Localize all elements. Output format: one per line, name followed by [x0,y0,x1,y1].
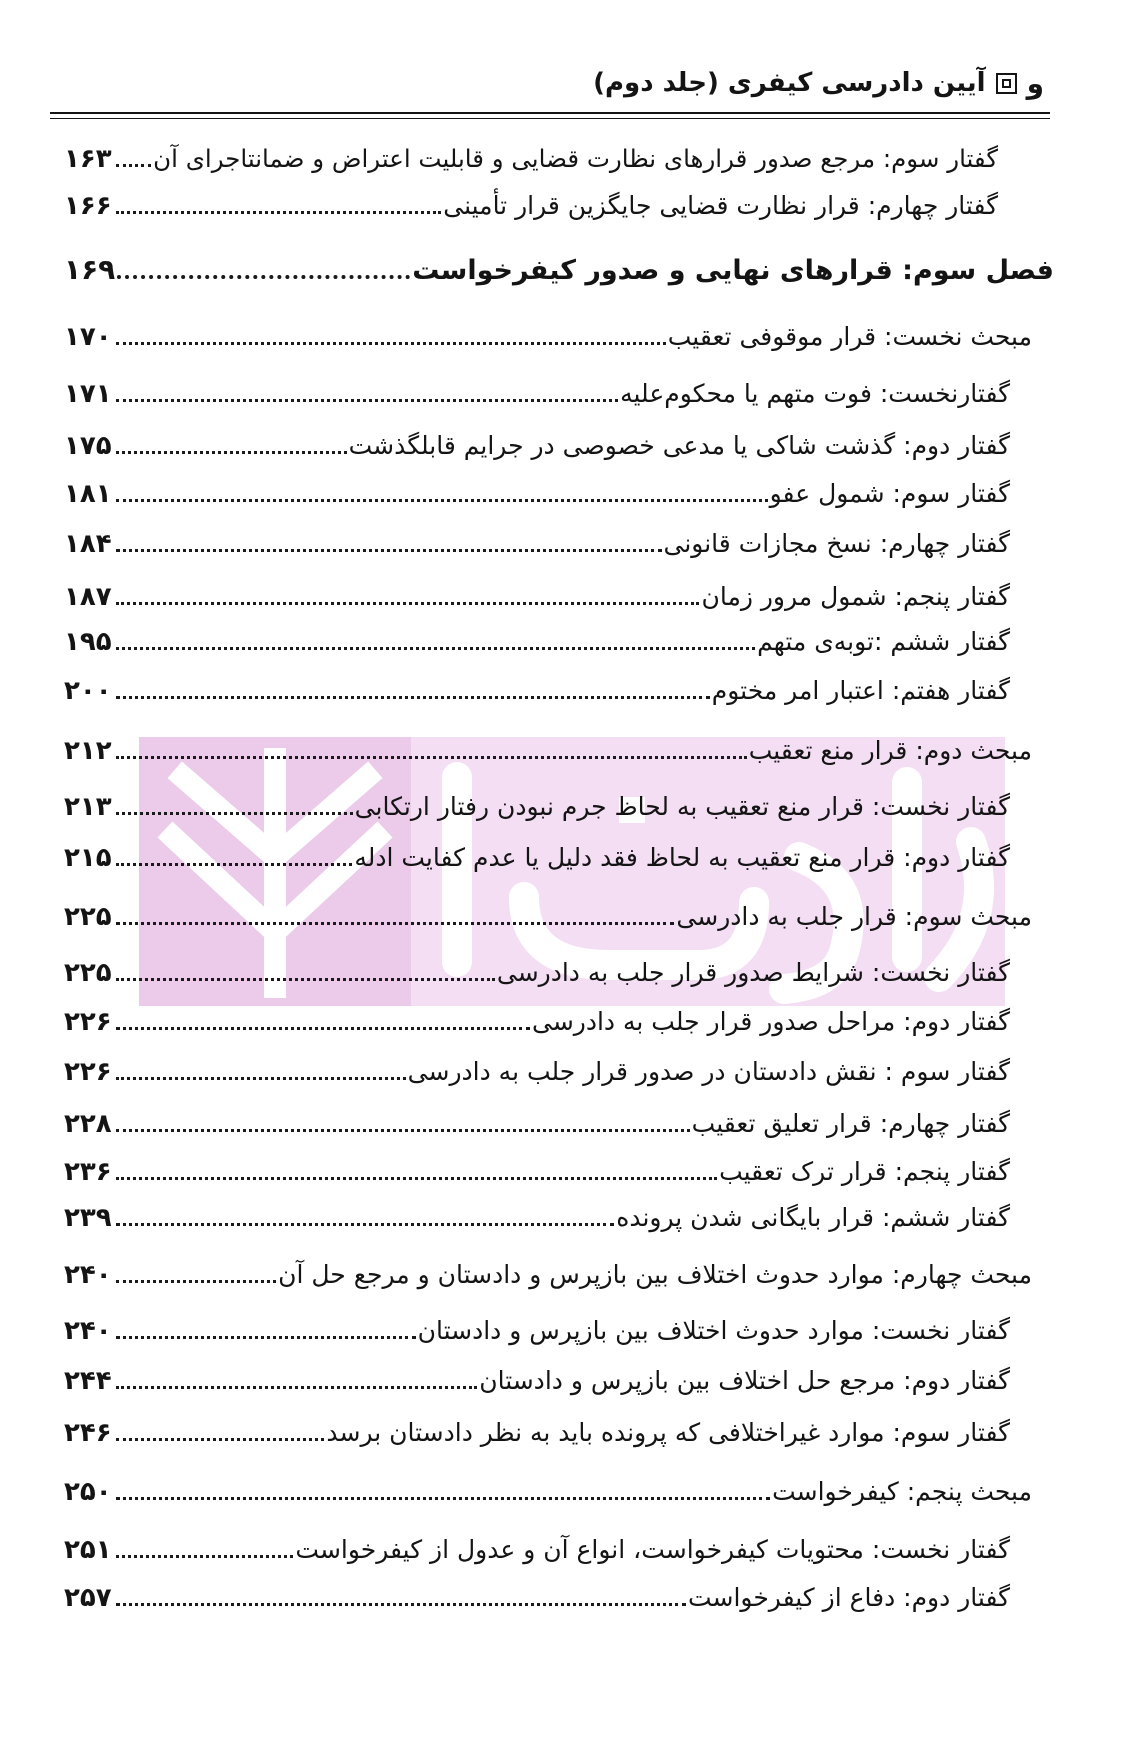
dot-leader [116,970,495,981]
entry-title: گفتار پنجم: قرار ترک تعقیب [719,1157,1010,1186]
entry-page-number: ۲۲۵ [64,958,112,988]
entry-page-number: ۱۸۷ [64,582,112,612]
entry-title: گفتار ششم :توبه‌ی متهم [757,627,1010,656]
toc-entry-subsection [64,184,998,228]
toc-entry-subsection [64,1528,1010,1572]
toc-entry-subsection [64,1050,1010,1094]
entry-page-number: ۲۲۵ [64,902,112,932]
entry-page-number: ۱۷۵ [64,431,112,461]
dot-leader [116,1489,770,1500]
toc-entry-subsection [64,424,1010,468]
entry-title: گفتار نخست: قرار منع تعقیب به لحاظ جرم نبودن رفتار ارتکابی [354,792,1010,821]
toc-entry-subsection [64,1000,1010,1044]
dot-leader [116,1378,477,1389]
dot-leader [116,804,353,815]
dot-leader [116,156,151,167]
toc-entry-section [64,1470,1032,1514]
entry-title: گفتار دوم: مرجع حل اختلاف بین بازپرس و دادستان [479,1366,1010,1395]
entry-page-number: ۲۲۸ [64,1109,112,1139]
toc-entry-subsection [64,1576,1010,1620]
dot-leader [116,1019,530,1030]
dot-leader [116,1430,324,1441]
entry-title: گفتار سوم: مرجع صدور قرارهای نظارت قضایی و قابلیت اعتراض و ضمانتاجرای آن [153,144,998,173]
entry-title: گفتار سوم: موارد غیراختلافی که پرونده باید به نظر دادستان برسد [326,1418,1010,1447]
header-rule-thick [50,112,1050,114]
entry-title: گفتار دوم: مراحل صدور قرار جلب به دادرسی [531,1007,1010,1036]
entry-page-number: ۲۴۰ [64,1316,112,1346]
entry-page-number: ۱۸۴ [64,529,112,559]
entry-title: گفتار پنجم: شمول مرور زمان [701,582,1010,611]
dot-leader [116,748,747,759]
entry-page-number: ۲۳۶ [64,1157,112,1187]
entry-page-number: ۲۴۰ [64,1260,112,1290]
toc-entry-subsection [64,1309,1010,1353]
entry-title: مبحث پنجم: کیفرخواست [772,1477,1032,1506]
entry-title: گفتار دوم: دفاع از کیفرخواست [687,1583,1010,1612]
entry-title: گفتارنخست: فوت متهم یا محکوم‌علیه [620,379,1010,408]
toc-entry-section [64,729,1032,773]
toc-entry-subsection [64,1150,1010,1194]
entry-title: گفتار سوم : نقش دادستان در صدور قرار جلب به دادرسی [407,1057,1010,1086]
dot-leader [116,1328,416,1339]
dot-leader [116,1547,293,1558]
page-label: و [1026,66,1044,100]
toc-entry-subsection [64,137,998,181]
dot-leader [116,914,674,925]
entry-page-number: ۲۲۶ [64,1057,112,1087]
dot-leader [116,1121,690,1132]
entry-page-number: ۲۱۳ [64,792,112,822]
running-header [593,62,1044,104]
entry-title: فصل سوم: قرارهای نهایی و صدور کیفرخواست [412,255,1054,286]
toc-entry-subsection [64,1196,1010,1240]
entry-page-number: ۲۵۷ [64,1583,112,1613]
entry-title: مبحث چهارم: موارد حدوث اختلاف بین بازپرس و دادستان و مرجع حل آن [278,1260,1032,1289]
toc-entry-subsection [64,836,1010,880]
header-rule-thin [50,118,1050,119]
entry-page-number: ۲۴۴ [64,1366,112,1396]
entry-title: مبحث دوم: قرار منع تعقیب [748,736,1032,765]
dot-leader [116,639,755,650]
entry-page-number: ۱۶۹ [64,253,116,286]
toc-entry-subsection [64,372,1010,416]
dot-leader [116,1169,717,1180]
book-title: آیین دادرسی کیفری (جلد دوم) [593,68,986,98]
entry-page-number: ۲۵۰ [64,1477,112,1507]
entry-title: گفتار نخست: شرایط صدور قرار جلب به دادرسی [496,958,1010,987]
dot-leader [116,203,441,214]
dot-leader [116,1215,614,1226]
dot-leader [116,491,768,502]
toc-entry-section [64,895,1032,939]
entry-page-number: ۱۸۱ [64,479,112,509]
entry-title: گفتار نخست: محتویات کیفرخواست، انواع آن و عدول از کیفرخواست [295,1535,1010,1564]
toc-entry-subsection [64,522,1010,566]
dot-leader [116,443,347,454]
toc-entry-subsection [64,1411,1010,1455]
dot-leader [116,688,710,699]
entry-page-number: ۲۰۰ [64,676,112,706]
toc-entry-chapter [64,248,1054,292]
toc-entry-section [64,315,1032,359]
entry-page-number: ۲۴۶ [64,1418,112,1448]
toc-entry-subsection [64,620,1010,664]
entry-title: گفتار نخست: موارد حدوث اختلاف بین بازپرس و دادستان [417,1316,1010,1345]
entry-page-number: ۱۷۰ [64,322,112,352]
toc-entry-subsection [64,669,1010,713]
toc-entry-section [64,1253,1032,1297]
entry-page-number: ۲۵۱ [64,1535,112,1565]
dot-leader [116,541,662,552]
entry-title: گفتار چهارم: نسخ مجازات قانونی [663,529,1010,558]
entry-title: مبحث نخست: قرار موقوفی تعقیب [667,322,1032,351]
entry-title: گفتار هفتم: اعتبار امر مختوم [711,676,1010,705]
entry-title: گفتار دوم: قرار منع تعقیب به لحاظ فقد دلیل یا عدم کفایت ادله [354,843,1010,872]
toc-entry-subsection [64,1359,1010,1403]
dot-leader [116,1595,686,1606]
dot-leader [116,855,352,866]
toc-entry-subsection [64,1102,1010,1146]
entry-title: گفتار ششم: قرار بایگانی شدن پرونده [616,1203,1010,1232]
entry-page-number: ۱۹۵ [64,627,112,657]
entry-title: گفتار چهارم: قرار نظارت قضایی جایگزین قرار تأمینی [443,191,998,220]
dot-leader [116,594,699,605]
dot-leader [116,1069,406,1080]
entry-page-number: ۱۶۶ [64,191,112,221]
entry-title: مبحث سوم: قرار جلب به دادرسی [676,902,1032,931]
entry-page-number: ۲۱۲ [64,736,112,766]
entry-page-number: ۱۶۳ [64,144,112,174]
entry-page-number: ۱۷۱ [64,379,112,409]
toc-entry-subsection [64,472,1010,516]
dot-leader [116,334,666,345]
entry-page-number: ۲۱۵ [64,843,112,873]
toc-entry-subsection [64,575,1010,619]
framed-square-icon [996,73,1017,94]
entry-title: گفتار چهارم: قرار تعلیق تعقیب [691,1109,1010,1138]
entry-title: گفتار دوم: گذشت شاکی یا مدعی خصوصی در جرایم قابلگذشت [348,431,1010,460]
dot-leader [116,391,618,402]
toc-entry-subsection [64,785,1010,829]
entry-title: گفتار سوم: شمول عفو [769,479,1010,508]
entry-page-number: ۲۳۹ [64,1203,112,1233]
toc-entry-subsection [64,951,1010,995]
dot-leader [116,1272,276,1283]
entry-page-number: ۲۲۶ [64,1007,112,1037]
dot-leader [117,267,410,279]
